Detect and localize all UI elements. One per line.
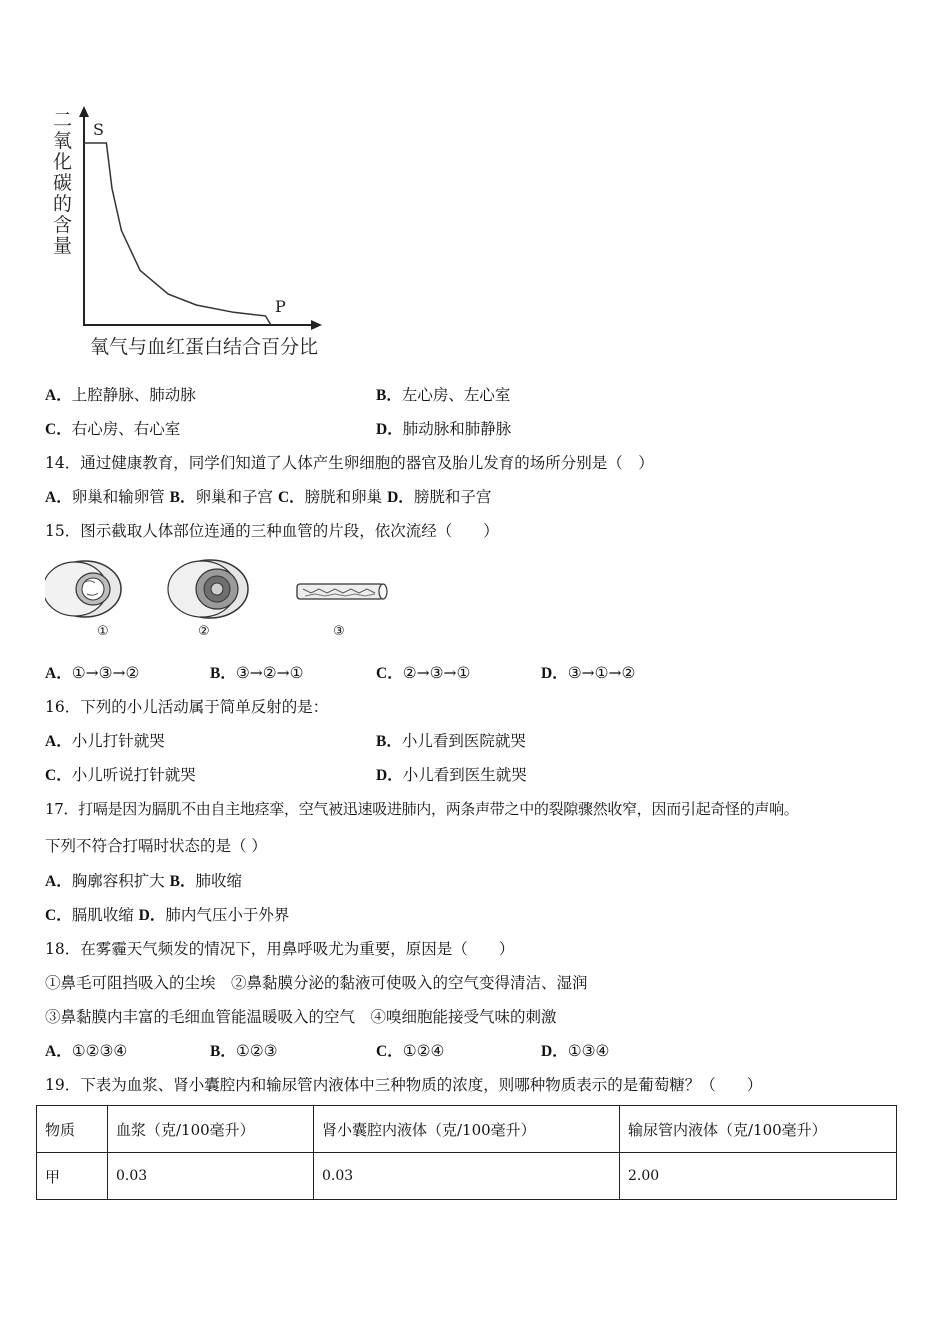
q14-stem: 14．通过健康教育，同学们知道了人体产生卵细胞的器官及胎儿发育的场所分别是（ ）	[45, 454, 654, 472]
table-header-cell: 肾小囊腔内液体（克/100毫升）	[314, 1106, 620, 1153]
point-label-p: P	[275, 297, 286, 316]
vessel-caption-2: ②	[198, 624, 210, 639]
q18-option-c	[376, 1041, 444, 1062]
option-text: 胸廓容积扩大	[71, 872, 165, 890]
q17-options-row2	[45, 905, 289, 926]
q13-option-a	[45, 385, 196, 406]
option-letter: D．	[376, 421, 403, 438]
option-text: 肺内气压小于外界	[165, 906, 290, 924]
q17-stem-line2: 下列不符合打嗝时状态的是（ ）	[45, 837, 267, 855]
option-text: 膈肌收缩	[71, 906, 134, 924]
option-text: 小儿打针就哭	[71, 732, 165, 750]
vessel-3-capillary-illustration	[297, 584, 387, 599]
q19-stem: 19．下表为血浆、肾小囊腔内和输尿管内液体中三种物质的浓度，则哪种物质表示的是葡萄糖？（ ）	[45, 1076, 763, 1094]
q16-option-a	[45, 731, 165, 752]
option-letter: B．	[210, 665, 236, 682]
q18-statement-line1: ①鼻毛可阻挡吸入的尘埃 ②鼻黏膜分泌的黏液可使吸入的空气变得清洁、湿润	[45, 974, 588, 992]
vessel-diagram	[45, 556, 405, 648]
q19-table	[36, 1105, 897, 1200]
option-text: 膀胱和卵巢	[304, 488, 383, 506]
vessel-caption-1: ①	[97, 624, 109, 639]
table-cell: 0.03	[314, 1153, 620, 1200]
option-letter: A．	[45, 1043, 72, 1060]
option-text: 上腔静脉、肺动脉	[71, 386, 196, 404]
option-letter: B．	[210, 1043, 236, 1060]
q18-statement-line2: ③鼻黏膜内丰富的毛细血管能温暖吸入的空气 ④嗅细胞能接受气味的刺激	[45, 1008, 557, 1026]
table-header-cell: 物质	[37, 1106, 108, 1153]
option-letter: C．	[376, 1043, 403, 1060]
option-letter: A．	[45, 387, 72, 404]
option-text: ③→②→①	[235, 664, 304, 682]
option-text: 卵巢和输卵管	[71, 488, 165, 506]
table-header-cell: 输尿管内液体（克/100毫升）	[620, 1106, 897, 1153]
option-letter: A．	[45, 489, 72, 506]
q13-option-d	[376, 419, 511, 440]
q16-option-c	[45, 765, 196, 786]
option-text: ①②③④	[71, 1042, 128, 1060]
q15-stem: 15．图示截取人体部位连通的三种血管的片段，依次流经（ ）	[45, 522, 499, 540]
option-text: ①②④	[402, 1042, 445, 1060]
table-header-row	[37, 1106, 897, 1153]
q15-option-c	[376, 663, 470, 684]
q18-option-d	[541, 1041, 609, 1062]
chart-svg	[45, 100, 345, 362]
q17-stem-line1: 17．打嗝是因为膈肌不由自主地痉挛，空气被迅速吸进肺内，两条声带之中的裂隙骤然收窄，因而引起奇怪的声响。	[45, 800, 799, 818]
q15-option-b	[210, 663, 304, 684]
q13-option-b	[376, 385, 510, 406]
option-letter: B．	[376, 733, 402, 750]
q15-option-a	[45, 663, 139, 684]
option-letter: D．	[541, 665, 568, 682]
option-text: 肺动脉和肺静脉	[402, 420, 512, 438]
option-text: 小儿看到医院就哭	[401, 732, 526, 750]
vessel-1-artery-illustration	[45, 561, 121, 617]
co2-oxygen-chart	[45, 100, 345, 362]
option-text: ①②③	[235, 1042, 278, 1060]
q16-option-b	[376, 731, 526, 752]
q14-options	[45, 487, 491, 508]
q17-options-row1	[45, 871, 242, 892]
table-row	[37, 1153, 897, 1200]
table-header-cell: 血浆（克/100毫升）	[108, 1106, 314, 1153]
option-letter: C．	[45, 421, 72, 438]
table-cell: 甲	[37, 1153, 108, 1200]
option-text: 膀胱和子宫	[413, 488, 492, 506]
y-axis-arrow	[79, 106, 89, 117]
option-text: 小儿听说打针就哭	[71, 766, 196, 784]
option-letter: A．	[45, 873, 72, 890]
option-text: 左心房、左心室	[401, 386, 511, 404]
vessel-caption-3: ③	[333, 624, 345, 639]
q13-option-c	[45, 419, 180, 440]
option-letter: D．	[387, 489, 414, 506]
x-axis-label: 氧气与血红蛋白结合百分比	[90, 336, 319, 358]
option-letter: C．	[45, 767, 72, 784]
table-cell: 0.03	[108, 1153, 314, 1200]
option-letter: C．	[277, 489, 305, 506]
q18-option-b	[210, 1041, 278, 1062]
q16-stem: 16．下列的小儿活动属于简单反射的是：	[45, 698, 329, 716]
option-letter: A．	[45, 733, 72, 750]
q16-option-d	[376, 765, 527, 786]
y-axis-label: 二氧化碳的含量	[53, 109, 73, 257]
vessel-2-vein-illustration	[168, 560, 248, 618]
option-text: 卵巢和子宫	[195, 488, 274, 506]
option-letter: D．	[376, 767, 403, 784]
option-letter: C．	[376, 665, 403, 682]
option-text: 小儿看到医生就哭	[402, 766, 527, 784]
option-text: ①→③→②	[71, 664, 140, 682]
q18-option-a	[45, 1041, 127, 1062]
option-letter: B．	[169, 873, 196, 890]
q18-stem: 18．在雾霾天气频发的情况下，用鼻呼吸尤为重要，原因是（ ）	[45, 940, 515, 958]
table-cell: 2.00	[620, 1153, 897, 1200]
option-text: ①③④	[567, 1042, 610, 1060]
option-letter: D．	[541, 1043, 568, 1060]
option-letter: D．	[138, 907, 166, 924]
point-label-s: S	[93, 120, 104, 139]
option-text: 肺收缩	[195, 872, 243, 890]
option-letter: B．	[376, 387, 402, 404]
option-letter: A．	[45, 665, 72, 682]
q15-option-d	[541, 663, 635, 684]
option-text: 右心房、右心室	[71, 420, 181, 438]
option-text: ③→①→②	[567, 664, 636, 682]
option-text: ②→③→①	[402, 664, 471, 682]
option-letter: B．	[169, 489, 196, 506]
x-axis-arrow	[311, 320, 322, 330]
option-letter: C．	[45, 907, 72, 924]
co2-curve	[84, 143, 271, 325]
